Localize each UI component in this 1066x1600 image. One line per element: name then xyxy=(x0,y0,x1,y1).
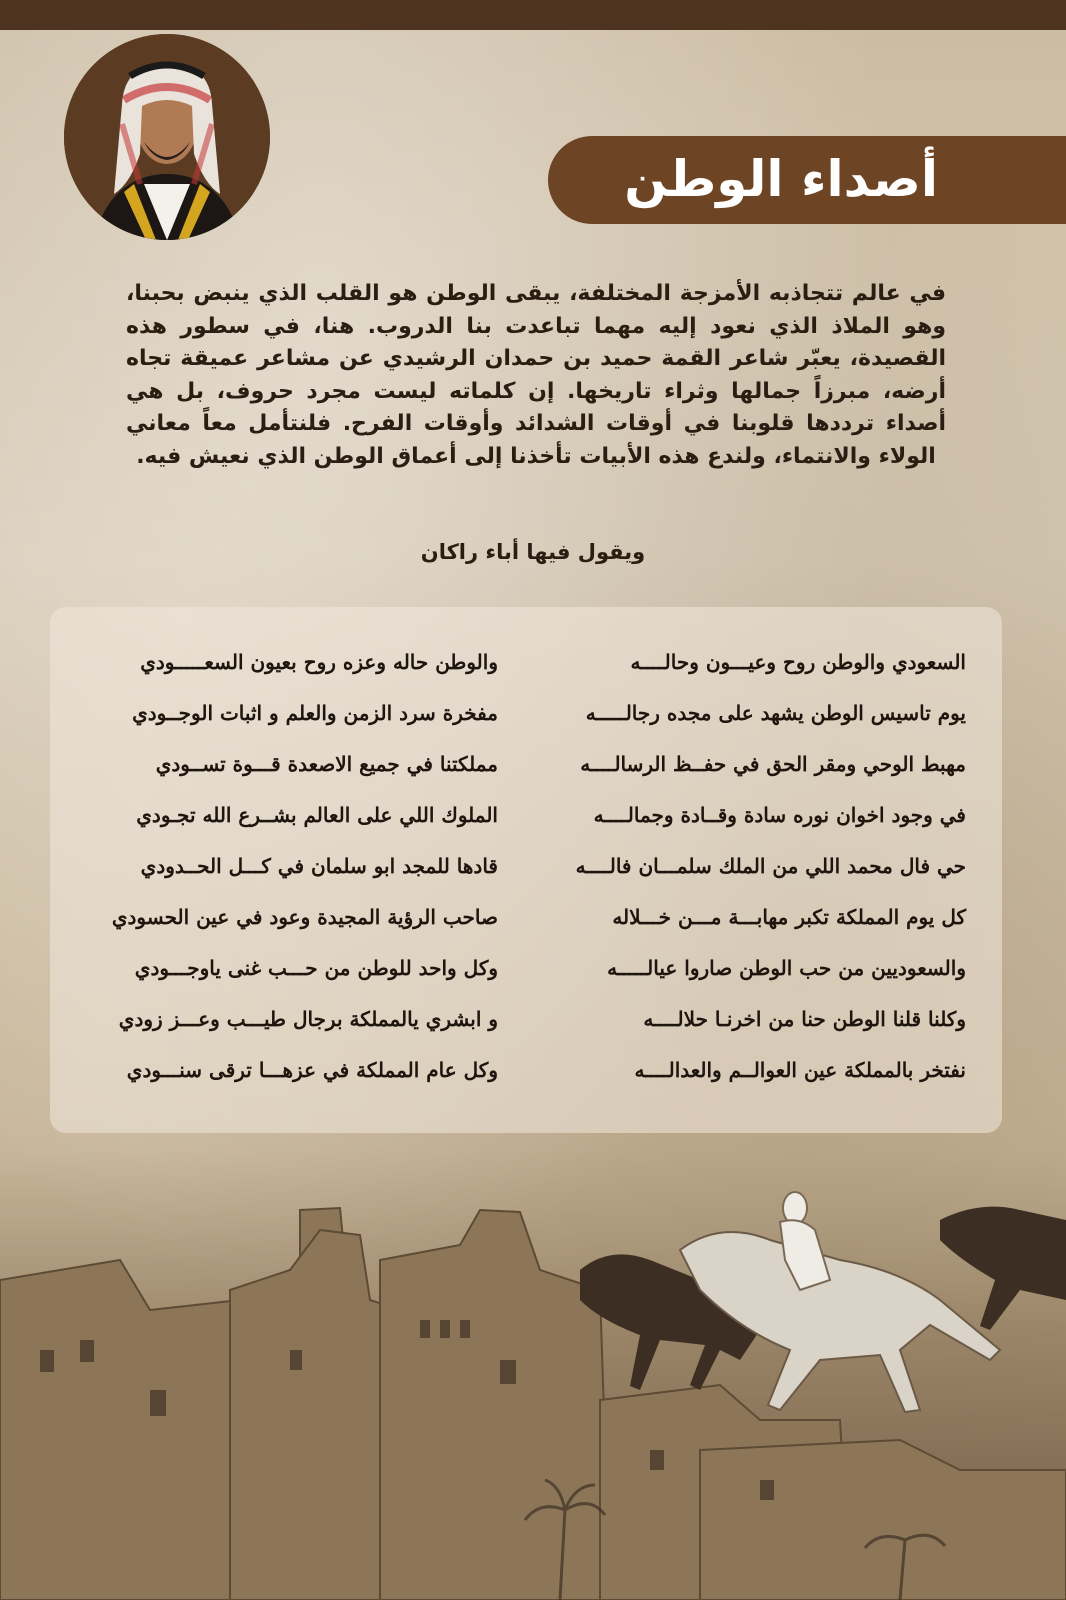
top-bar xyxy=(0,0,1066,30)
verse-line: كل يوم المملكة تكبر مهابـــة مـــن خـــلاله xyxy=(612,905,966,929)
verse-line: والسعوديين من حب الوطن صاروا عيالـــــه xyxy=(607,956,966,980)
verse-line: يوم تاسيس الوطن يشهد على مجده رجالـــــه xyxy=(585,701,966,725)
verse-line: حي فال محمد اللي من الملك سلمـــان فالــــه xyxy=(575,854,966,878)
verse-line: و ابشري يالمملكة برجال طيـــب وعـــز زودي xyxy=(118,1007,498,1031)
heritage-town-and-horse-riders xyxy=(0,1150,1066,1600)
verse-line: صاحب الرؤية المجيدة وعود في عين الحسودي xyxy=(111,905,498,929)
verse-line: الملوك اللي على العالم بشــرع الله تجـودي xyxy=(136,803,498,827)
verse-line: في وجود اخوان نوره سادة وقــادة وجمالــــه xyxy=(593,803,966,827)
verse-line: وكل عام المملكة في عزهـــا ترقى سنـــودي xyxy=(126,1058,498,1082)
verse-line: مهبط الوحي ومقر الحق في حفــظ الرسالــــه xyxy=(580,752,966,776)
verse-line: وكل واحد للوطن من حـــب غنى ياوجـــودي xyxy=(134,956,498,980)
verse-line: مفخرة سرد الزمن والعلم و اثبات الوجــودي xyxy=(132,701,498,725)
verse-line: والوطن حاله وعزه روح بعيون السعـــــودي xyxy=(140,650,498,674)
verse-line: نفتخر بالمملكة عين العوالــم والعدالــــه xyxy=(634,1058,966,1082)
verse-line: وكلنا قلنا الوطن حنا من اخرنـا حلالــــه xyxy=(643,1007,966,1031)
poet-portrait xyxy=(64,34,270,240)
title-banner xyxy=(548,136,1066,224)
intro-paragraph: في عالم تتجاذبه الأمزجة المختلفة، يبقى الوطن هو القلب الذي ينبض بحبنا، وهو الملاذ الذي نعود إليه مهما تباعدت بنا الدروب. هنا، في سطور هذه القصيدة، يعبّر شاعر القمة حميد بن حمدان الرشيدي عن مشاعر عميقة تجاه أرضه، مبرزاً جمالها وثراء تاريخها. إن كلماته ليست مجرد حروف، بل هي أصداء ترددها قلوبنا في أوقات الشدائد وأوقات الفرح. فلنتأمل معاً معاني الولاء والانتماء، ولندع هذه الأبيات تأخذنا إلى أعماق الوطن الذي نعيش فيه. xyxy=(126,281,946,469)
verse-line: قادها للمجد ابو سلمان في كـــل الحــدودي xyxy=(140,854,498,878)
verse-line: مملكتنا في جميع الاصعدة قـــوة تســودي xyxy=(155,752,498,776)
poem-column-left xyxy=(78,637,498,1096)
poem-byline: ويقول فيها أباء راكان xyxy=(420,540,646,564)
page-title: أصداء الوطن xyxy=(624,150,938,208)
verse-line: السعودي والوطن روح وعيـــون وحالــــه xyxy=(630,650,966,674)
poem-panel xyxy=(50,607,1002,1133)
poem-column-right xyxy=(536,637,966,1096)
